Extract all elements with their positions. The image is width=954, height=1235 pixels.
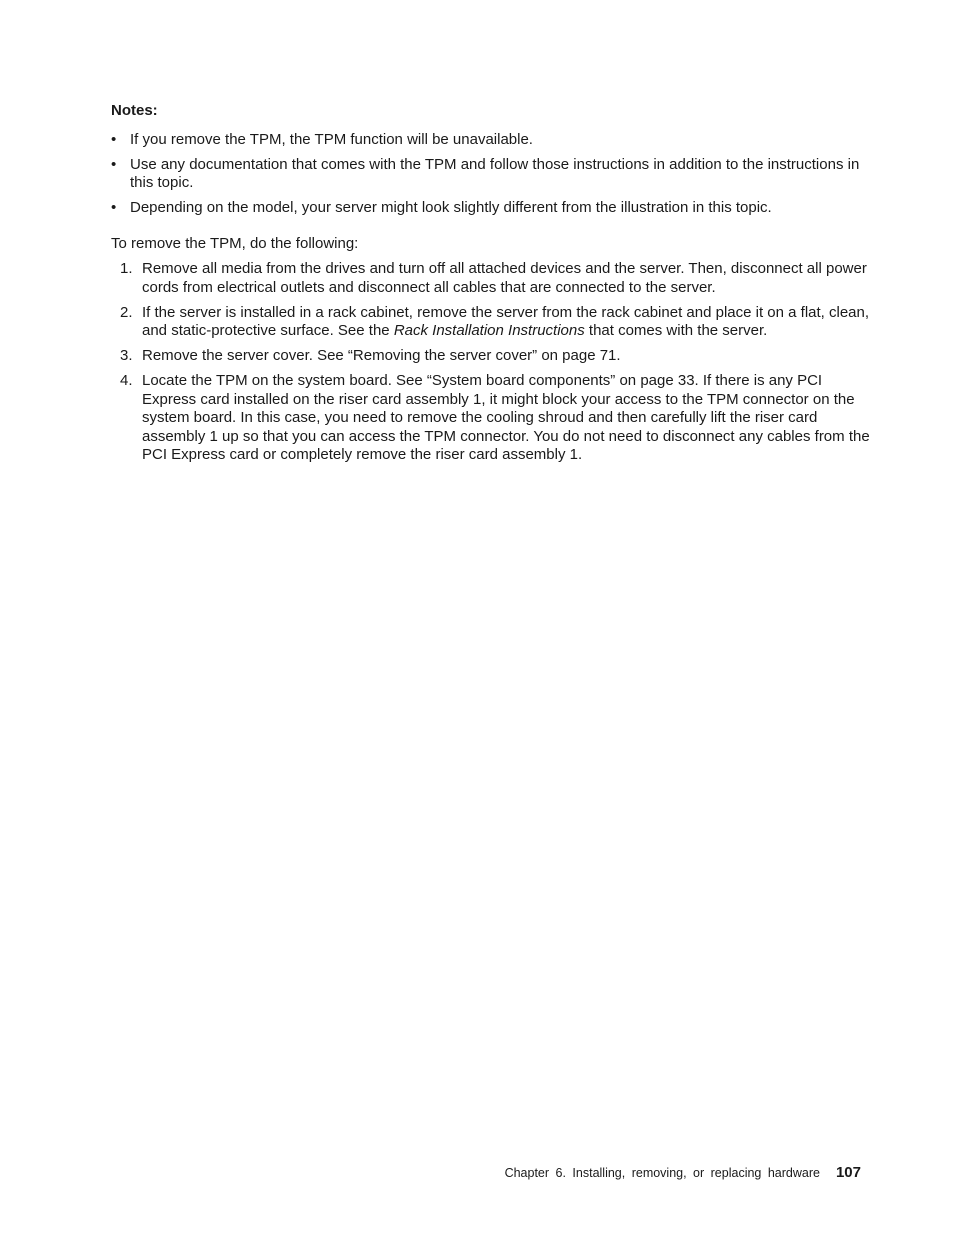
step-item xyxy=(111,372,871,465)
step-text: Remove all media from the drives and turn off all attached devices and the server. Then, disconnect all power cords from electrical outlets and disconnect all cables that are connected to the server. xyxy=(142,260,867,296)
procedure-steps xyxy=(111,260,871,465)
step-text xyxy=(142,304,869,340)
step-number: 2. xyxy=(120,303,133,321)
footer-chapter-title: Chapter 6. Installing, removing, or replacing hardware xyxy=(504,1166,820,1180)
notes-item-text: If you remove the TPM, the TPM function will be unavailable. xyxy=(130,130,533,148)
step-number: 4. xyxy=(120,372,133,389)
notes-item-text: Depending on the model, your server might look slightly different from the illustration in this topic. xyxy=(130,199,772,216)
step-number: 3. xyxy=(120,347,133,364)
procedure-intro: To remove the TPM, do the following: xyxy=(111,234,359,252)
step-number: 1. xyxy=(120,260,133,277)
page-number: 107 xyxy=(835,1164,861,1181)
page-footer xyxy=(505,1164,861,1183)
notes-list xyxy=(111,131,871,218)
notes-item xyxy=(111,156,871,193)
step-text-before: If the server is installed in a rack cabinet, remove the server from the rack cabinet and place it on a flat, clean, and static-protective surface. See the xyxy=(142,303,870,339)
notes-heading: Notes: xyxy=(111,102,158,119)
notes-item xyxy=(111,199,871,218)
step-item xyxy=(111,304,871,341)
bullet-icon: • xyxy=(111,199,117,216)
step-item xyxy=(111,260,871,297)
notes-item-text: Use any documentation that comes with the TPM and follow those instructions in addition to the instructions in this topic. xyxy=(130,155,860,191)
step-item xyxy=(111,347,871,366)
document-reference-title: Rack Installation Instructions xyxy=(393,322,585,339)
step-text: Remove the server cover. See “Removing the server cover” on page 71. xyxy=(142,347,621,364)
step-text: Locate the TPM on the system board. See “System board components” on page 33. If there is any PCI Express card installed on the riser card assembly 1, it might block your access to the TPM connector on the system board. In this case, you need to remove the cooling shroud and then carefully lift the riser card assembly 1 up so that you can access the TPM connector. You do not need to disconnect any cables from the PCI Express card or completely remove the riser card assembly 1. xyxy=(142,372,870,463)
page-content xyxy=(111,102,871,471)
notes-item xyxy=(111,131,871,150)
bullet-icon: • xyxy=(111,155,117,173)
bullet-icon: • xyxy=(111,130,117,148)
step-text-after: that comes with the server. xyxy=(584,322,768,339)
